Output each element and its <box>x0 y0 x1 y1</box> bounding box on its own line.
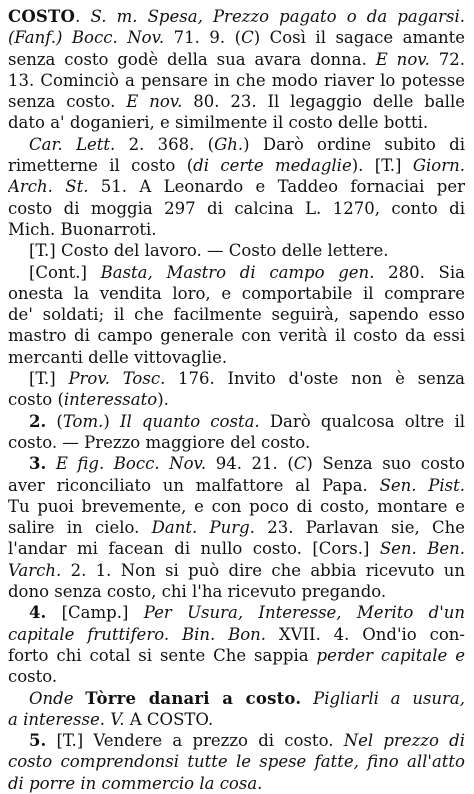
italic-text: Tom. <box>62 411 104 431</box>
italic-text: interessato <box>63 390 158 410</box>
text-span: 280. Sia <box>374 262 465 282</box>
text-span: 23. Parlavan sie, Che <box>254 518 465 538</box>
italic-text: E nov. <box>375 49 430 69</box>
text-line <box>8 751 465 772</box>
italic-text: (Fanf.) <box>8 28 72 48</box>
text-span: [T.] <box>29 369 69 389</box>
italic-text: Varch. <box>8 560 62 580</box>
text-line <box>8 27 465 48</box>
italic-text: Il quanto costa. <box>119 411 260 431</box>
text-line <box>8 368 465 389</box>
text-span: Mich. Buonarroti. <box>8 219 157 239</box>
italic-text: Sen. Pist. <box>379 475 465 495</box>
text-span: salire in cielo. <box>8 518 152 538</box>
text-line <box>8 389 465 410</box>
italic-text: Arch. St. <box>8 177 89 197</box>
text-span: [Camp.] <box>46 603 144 623</box>
text-span: ). <box>157 390 169 410</box>
italic-text: Pigliarli a usura, <box>313 688 465 708</box>
text-line <box>8 666 465 687</box>
text-span: Tu puoi brevemente, e con poco di costo, montare e <box>8 496 465 516</box>
text-line <box>8 70 465 91</box>
text-span: de' soldati; il che facilmente seguirà, sapendo esso <box>8 305 465 325</box>
italic-text: S. m. Spesa, Prezzo pagato o da pagarsi. <box>90 7 465 26</box>
text-span: 176. Invito d'oste non è senza <box>165 369 465 389</box>
italic-text: costo comprendonsi tutte le spese fatte, fino all'atto <box>8 752 465 772</box>
text-span: ( <box>46 411 63 431</box>
text-span: aver riconciliato un malfattore al Papa. <box>8 475 380 495</box>
text-line <box>8 176 465 197</box>
text-span: Darò qualcosa oltre il <box>259 411 465 431</box>
text-line <box>8 581 465 602</box>
text-span: 13. Cominciò a pensare in che modo riaver lo potesse <box>8 70 465 90</box>
text-span: 51. A Leonardo e Taddeo fornaciai per <box>88 177 465 197</box>
text-span: costo di moggia 297 di calcina L. 1270, conto di <box>8 198 465 218</box>
text-span: costo ( <box>8 390 64 410</box>
text-span: forto chi cotal si sente Che sappia <box>8 645 317 665</box>
dictionary-entry-costo <box>8 6 465 794</box>
text-line <box>8 91 465 112</box>
text-span: ). [T.] <box>351 156 413 176</box>
italic-text: C <box>293 454 307 474</box>
text-span: [T.] Vendere a prezzo di costo. <box>46 731 344 751</box>
italic-text: a interesse. <box>8 709 105 729</box>
text-line <box>8 49 465 70</box>
sense-number: 4. <box>29 603 47 623</box>
text-span: onesta la vendita loro, e comportabile il comprare <box>8 283 465 303</box>
text-line <box>8 6 465 27</box>
text-span: ) Senza suo costo <box>306 454 465 474</box>
italic-text: Gh. <box>214 134 244 154</box>
text-line <box>8 134 465 155</box>
text-line <box>8 262 465 283</box>
sense-number: 3. <box>29 454 47 474</box>
text-line <box>8 240 465 261</box>
italic-text: di certe medaglie <box>193 156 352 176</box>
italic-text: E fig. Bocc. Nov. <box>55 454 207 474</box>
text-line <box>8 475 465 496</box>
italic-text: Car. Lett. <box>29 134 116 154</box>
text-span <box>46 454 56 473</box>
text-span: l'andar mi facean di nullo costo. [Cors.] <box>8 539 380 559</box>
text-line <box>8 645 465 666</box>
text-span: 2. 1. Non si può dire che abbia ricevuto un <box>61 560 465 580</box>
text-span: 2. 368. ( <box>115 134 215 154</box>
headword: COSTO <box>8 7 76 26</box>
italic-text: V. <box>110 709 125 729</box>
text-line <box>8 325 465 346</box>
text-line <box>8 538 465 559</box>
sense-number: 2. <box>29 411 47 431</box>
text-span: 72. <box>429 49 465 69</box>
italic-text: perder capitale e <box>316 645 465 665</box>
text-line <box>8 411 465 432</box>
text-span: 71. 9. ( <box>164 28 242 48</box>
text-line <box>8 773 465 794</box>
text-line <box>8 602 465 623</box>
italic-text: Giorn. <box>412 156 465 176</box>
headword: Tòrre danari a costo. <box>85 688 302 708</box>
text-line <box>8 432 465 453</box>
italic-text: Onde <box>29 688 86 708</box>
text-line <box>8 517 465 538</box>
text-span: ) Così il sagace amante <box>253 28 465 48</box>
text-span: costo. — Prezzo maggiore del costo. <box>8 432 311 452</box>
italic-text: Dant. Purg. <box>151 518 255 538</box>
text-line <box>8 730 465 751</box>
text-span: mercanti delle vittovaglie. <box>8 347 228 367</box>
text-span: mastro di campo generale con verità il costo da essi <box>8 326 465 346</box>
italic-text: Prov. Tosc. <box>68 369 166 389</box>
text-span: dono senza costo, chi l'ha ricevuto pregando. <box>8 582 387 602</box>
text-line <box>8 219 465 240</box>
text-line <box>8 709 465 730</box>
text-span: 80. 23. Il legaggio delle balle <box>182 92 465 112</box>
italic-text: E nov. <box>126 92 183 112</box>
sense-number: 5. <box>29 731 47 751</box>
text-line <box>8 560 465 581</box>
italic-text: Nel prezzo di <box>343 731 465 751</box>
text-line <box>8 304 465 325</box>
italic-text: Sen. Ben. <box>379 539 465 559</box>
text-line <box>8 155 465 176</box>
text-span: . <box>75 7 91 26</box>
italic-text: Per Usura, Interesse, Merito d'un <box>143 603 465 623</box>
text-span: [Cont.] <box>29 262 101 282</box>
text-span: ) Darò ordine subito di <box>243 134 465 154</box>
text-line <box>8 112 465 133</box>
text-span: senza costo. <box>8 92 127 112</box>
text-line <box>8 688 465 709</box>
italic-text: capitale fruttifero. Bin. Bon. <box>8 624 267 644</box>
italic-text: C <box>241 28 254 48</box>
text-span: rimetterne il costo ( <box>8 156 194 176</box>
italic-text: Bocc. Nov. <box>71 28 165 48</box>
text-span <box>301 689 313 708</box>
italic-text: Basta, Mastro di campo gen. <box>100 262 375 282</box>
text-span: XVII. 4. Ond'io con- <box>266 624 465 644</box>
text-span: senza costo godè della sua avara donna. <box>8 49 376 69</box>
text-line <box>8 453 465 474</box>
text-span: dato a' doganieri, e similmente il costo delle botti. <box>8 113 429 133</box>
text-span: [T.] Costo del lavoro. — Costo delle lettere. <box>29 241 389 261</box>
text-line <box>8 624 465 645</box>
italic-text: di porre in commercio la cosa. <box>8 773 263 793</box>
text-line <box>8 283 465 304</box>
text-span: ) <box>103 411 120 431</box>
text-line <box>8 198 465 219</box>
text-span: A COSTO. <box>124 709 214 729</box>
text-span: 94. 21. ( <box>206 454 294 474</box>
text-span: costo. <box>8 667 58 687</box>
text-line <box>8 496 465 517</box>
text-line <box>8 347 465 368</box>
